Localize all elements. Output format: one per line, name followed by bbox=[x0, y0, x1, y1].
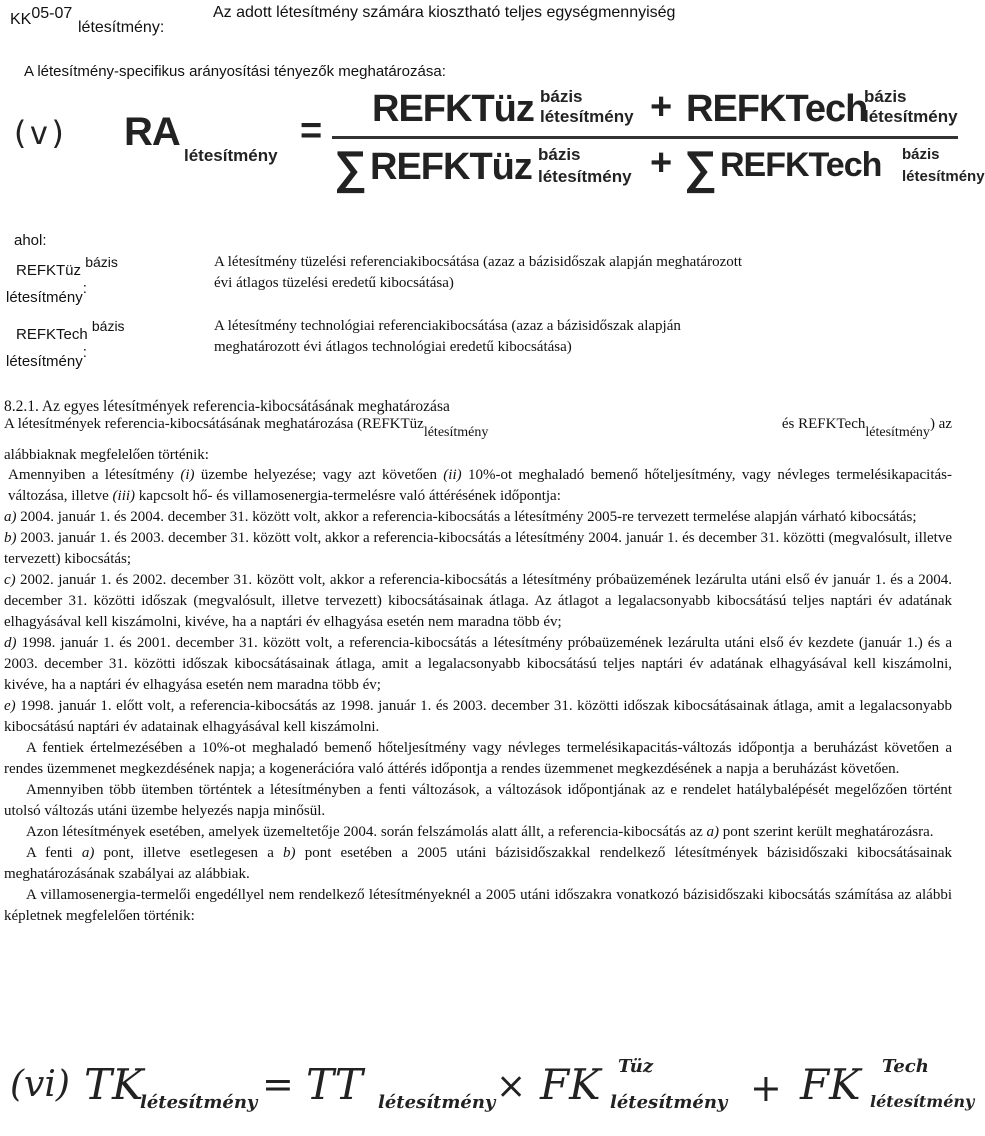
intro-text: A létesítmény-specifikus arányosítási tényezők meghatározása: bbox=[24, 63, 446, 80]
case-e: e) 1998. január 1. előtt volt, a referencia-kibocsátás az 1998. január 1. és 2003. december 31. közötti időszak kibocsátásainak átlaga, amit a legalacsonyabb kibocsátású naptári év adatainak elhagyásával kell kiszámolni. bbox=[4, 698, 952, 735]
formula-v-den-a: REFKTüz bbox=[370, 146, 532, 188]
body-text bbox=[4, 465, 952, 927]
section-heading: 8.2.1. Az egyes létesítmények referencia-kibocsátásának meghatározása bbox=[4, 398, 450, 415]
definition-symbol-1: REFKTüz bázis bbox=[16, 254, 118, 279]
formula-vi-fk-1-sub: létesítmény bbox=[610, 1092, 728, 1113]
formula-v-label: (v) bbox=[10, 114, 68, 152]
formula-v-den-a-bazis: bázis bbox=[538, 145, 581, 164]
formula-vi-times: × bbox=[496, 1066, 527, 1107]
conditions-paragraph: Amennyiben a létesítmény (i) üzembe helyezése; vagy azt követően (ii) 10%-ot meghaladó bemenő hőteljesítmény, vagy névleges termelésikapacitás-változása, illetve (iii) kapcsolt hő- és villamosenergia-termelésre való áttérésének időpontja: bbox=[8, 467, 952, 504]
section-intro-part-2: és REFKTech$_{létesítmény}$) az bbox=[781, 416, 952, 440]
definition-sub-2: létesítmény: bbox=[6, 344, 87, 370]
formula-v-num-b-bazis: bázis bbox=[864, 87, 907, 106]
formula-vi-eq: = bbox=[262, 1062, 294, 1106]
paragraph-villamosenergia: A villamosenergia-termelői engedéllyel nem rendelkező létesítményeknél a 2005 utáni időszakra vonatkozó bázisidőszaki kibocsátás számítása az alábbi képletnek megfelelően történik: bbox=[4, 887, 952, 924]
formula-vi-lhs-sub: létesítmény bbox=[140, 1092, 258, 1113]
definition-text-1: A létesítmény tüzelési referenciakibocsátása (azaz a bázisidőszak alapján meghatározott évi átlagos tüzelési eredetű kibocsátása) bbox=[214, 254, 743, 291]
formula-v-sum-1: ∑ bbox=[334, 141, 367, 193]
formula-v-plus-1: + bbox=[650, 86, 673, 128]
case-b: b) 2003. január 1. és 2003. december 31. között volt, akkor a referencia-kibocsátás a létesítmény 2004. január 1. és december 31. közötti (megvalósult, illetve tervezett) kibocsátás; bbox=[4, 530, 952, 567]
formula-v-plus-2: + bbox=[650, 142, 673, 184]
formula-vi-fk-2-sup: Tech bbox=[882, 1056, 929, 1077]
header-title: Az adott létesítmény számára kiosztható teljes egységmennyiség bbox=[213, 4, 676, 21]
header-code-sub: létesítmény: bbox=[78, 19, 165, 36]
definition-row-2 bbox=[0, 316, 960, 376]
formula-vi-plus: + bbox=[750, 1066, 782, 1110]
formula-v-sum-2: ∑ bbox=[684, 141, 717, 193]
section-intro-line-2: alábbiaknak megfelelően történik: bbox=[4, 447, 209, 463]
formula-vi-label: (vi) bbox=[10, 1064, 70, 1105]
header-code-sup: 05-07 bbox=[31, 5, 73, 22]
formula-v-num-a-bazis: bázis bbox=[540, 87, 583, 106]
formula-vi bbox=[0, 1052, 975, 1136]
formula-vi-tt: TT bbox=[306, 1060, 363, 1109]
case-c: c) 2002. január 1. és 2002. december 31. között volt, akkor a referencia-kibocsátás a létesítmény próbaüzemének lezárulta utáni első év január 1. és a 2004. december 31. közötti időszak (megvalósult, illetve tervezett) kibocsátásainak átlaga. Az átlagot a legalacsonyabb kibocsátású teljes naptári év adatának elhagyásával kell kiszámolni, kivéve, ha a naptári év elhagyása esetén nem maradna több év; bbox=[4, 572, 952, 630]
ahol-label: ahol: bbox=[14, 232, 47, 249]
paragraph-azon: Azon létesítmények esetében, amelyek üzemeltetője 2004. során felszámolás alatt állt, a referencia-kibocsátás az a) pont szerint került meghatározásra. bbox=[26, 824, 934, 840]
formula-v bbox=[0, 84, 985, 196]
case-d: d) 1998. január 1. és 2001. december 31. között volt, a referencia-kibocsátás a létesítmény próbaüzemének lezárulta utáni első év kezdete (január 1.) és a 2003. december 31. közötti időszak kibocsátásainak átlaga, amit a legalacsonyabb kibocsátású teljes naptári év adatának elhagyásával kell kiszámolni, kivéve, ha a naptári év elhagyása esetén nem maradna több év; bbox=[4, 635, 952, 693]
section-intro-part-1: A létesítmények referencia-kibocsátásának meghatározása (REFKTüz$_{létesítmény}$ bbox=[4, 416, 489, 440]
formula-v-den-b-letes: létesítmény bbox=[902, 168, 985, 185]
paragraph-fentiek: A fentiek értelmezésében a 10%-ot meghaladó bemenő hőteljesítmény vagy névleges termelésikapacitás-változás időpontja a beruházást követően a rendes üzemmenet megkezdésének napja; a kogenerációra való áttérés időpontja a rendes üzemmenet megkezdésének a napja a beruházást követően. bbox=[4, 740, 952, 777]
formula-v-fraction-bar bbox=[332, 136, 958, 139]
section-intro bbox=[4, 414, 952, 443]
formula-v-num-a: REFKTüz bbox=[372, 88, 534, 130]
formula-v-den-a-letes: létesítmény bbox=[538, 167, 632, 186]
formula-v-eq: = bbox=[300, 110, 323, 152]
definition-text-2: A létesítmény technológiai referenciakibocsátása (azaz a bázisidőszak alapján meghatározott évi átlagos technológiai eredetű kibocsátása) bbox=[214, 318, 681, 355]
definition-row-1 bbox=[0, 252, 960, 312]
header-code-main: KK bbox=[10, 11, 32, 28]
formula-vi-fk-2-sub: létesítmény bbox=[870, 1092, 975, 1111]
formula-vi-fk-1-sup: Tüz bbox=[618, 1056, 654, 1077]
formula-vi-lhs: TK bbox=[84, 1060, 144, 1109]
formula-v-num-b-letes: létesítmény bbox=[864, 107, 958, 126]
formula-v-num-b: REFKTech bbox=[686, 88, 868, 130]
formula-vi-fk-2: FK bbox=[800, 1060, 861, 1109]
paragraph-tobb-utemben: Amennyiben több ütemben történtek a létesítményben a fenti változások, a változások időpontjának az e rendelet hatálybalépését megelőzően történt utolsó változás utáni üzembe helyezés napja minősül. bbox=[4, 782, 952, 819]
formula-v-lhs-sub: létesítmény bbox=[184, 146, 278, 165]
definition-symbol-2: REFKTech bázis bbox=[16, 318, 125, 343]
formula-v-den-b: REFKTech bbox=[720, 146, 882, 184]
paragraph-fenti: A fenti a) pont, illetve esetlegesen a b) pont esetében a 2005 utáni bázisidőszakkal rendelkező létesítmények bázisidőszaki kibocsátásainak meghatározásának szabályai az alábbiak. bbox=[4, 845, 952, 882]
formula-v-den-b-bazis: bázis bbox=[902, 146, 940, 163]
formula-v-lhs: RA bbox=[124, 110, 180, 154]
formula-vi-tt-sub: létesítmény bbox=[378, 1092, 496, 1113]
header-code bbox=[10, 4, 72, 30]
definition-sub-1: létesítmény: bbox=[6, 280, 87, 306]
formula-v-num-a-letes: létesítmény bbox=[540, 107, 634, 126]
case-a: a) 2004. január 1. és 2004. december 31. között volt, akkor a referencia-kibocsátás a létesítmény 2005-re tervezett termelése alapján várható kibocsátás; bbox=[4, 509, 917, 525]
formula-vi-fk-1: FK bbox=[540, 1060, 601, 1109]
